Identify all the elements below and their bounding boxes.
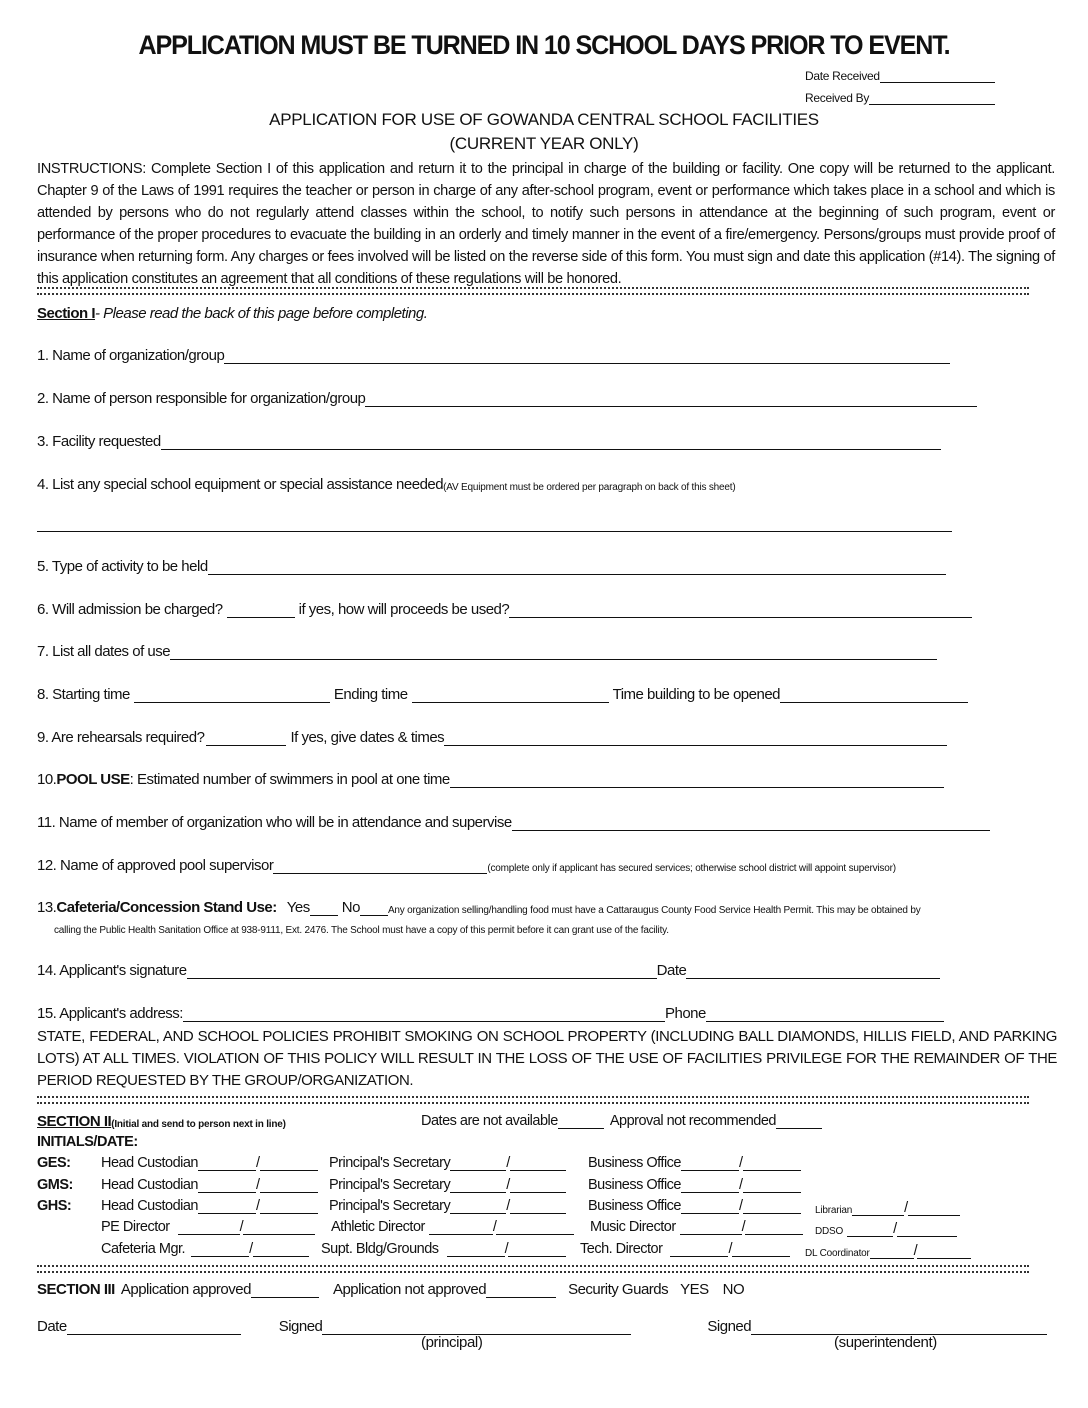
q8c-label: Time building to be opened [612, 686, 781, 703]
cafeteria-mgr-label: Cafeteria Mgr. [101, 1241, 186, 1257]
slash: / [904, 1200, 908, 1216]
gms-principals-secretary[interactable] [329, 1177, 566, 1193]
q1-row[interactable] [37, 347, 950, 364]
slash: / [893, 1221, 897, 1237]
ghs-librarian[interactable] [815, 1200, 960, 1216]
q12-row[interactable] [37, 857, 896, 874]
slash: / [728, 1241, 732, 1257]
page-title: APPLICATION MUST BE TURNED IN 10 SCHOOL DAYS PRIOR TO EVENT. [138, 30, 950, 60]
received-by-field[interactable] [805, 90, 995, 105]
ghs-head-custodian[interactable] [101, 1198, 318, 1214]
business-office-label: Business Office [588, 1198, 681, 1214]
section1-title: Section I [37, 305, 96, 322]
cafeteria-mgr-field[interactable] [101, 1241, 309, 1257]
q9b-label: If yes, give dates & times [290, 729, 445, 746]
divider [37, 1265, 1029, 1273]
q10-bold: POOL USE [56, 771, 130, 788]
business-office-label: Business Office [588, 1177, 681, 1193]
q2-row[interactable] [37, 390, 977, 407]
q13-bold: Cafeteria/Concession Stand Use: [56, 899, 277, 916]
slash: / [256, 1155, 260, 1171]
slash: / [738, 1177, 743, 1193]
slash: / [506, 1177, 510, 1193]
dates-not-available-field[interactable] [421, 1113, 822, 1129]
slash: / [256, 1177, 260, 1193]
slash: / [239, 1219, 244, 1235]
music-director-field[interactable] [590, 1219, 803, 1235]
slash: / [256, 1198, 260, 1214]
tech-director-label: Tech. Director [580, 1241, 663, 1257]
q5-row[interactable] [37, 558, 946, 575]
pe-director-field[interactable] [101, 1219, 315, 1235]
q14-label: 14. Applicant's signature [37, 962, 187, 979]
slash: / [492, 1219, 497, 1235]
dates-not-available-label: Dates are not available [421, 1113, 558, 1129]
business-office-label: Business Office [588, 1155, 681, 1171]
principals-secretary-label: Principal's Secretary [329, 1198, 451, 1214]
q14b-label: Date [656, 962, 687, 979]
ges-head-custodian[interactable] [101, 1155, 318, 1171]
q4-line[interactable] [37, 517, 952, 532]
q10-number: 10. [37, 771, 57, 788]
section3-row [37, 1281, 744, 1298]
ges-principals-secretary[interactable] [329, 1155, 566, 1171]
tech-director-field[interactable] [580, 1241, 790, 1257]
q10-label: : Estimated number of swimmers in pool at one time [129, 771, 450, 788]
q15-row[interactable] [37, 1005, 944, 1022]
q15-label: 15. Applicant's address: [37, 1005, 183, 1022]
not-approved-blank[interactable] [486, 1283, 556, 1298]
slash: / [506, 1198, 510, 1214]
not-recommended-label: Approval not recommended [609, 1113, 776, 1129]
q9-label: 9. Are rehearsals required? [37, 729, 205, 746]
section2-note: (Initial and send to person next in line) [111, 1119, 286, 1130]
q6-label: 6. Will admission be charged? [37, 601, 223, 618]
initials-heading: INITIALS/DATE: [37, 1134, 138, 1150]
gms-business-office[interactable] [588, 1177, 801, 1193]
divider [37, 287, 1029, 295]
q8b-label: Ending time [333, 686, 408, 703]
approved-label: Application approved [120, 1281, 251, 1298]
head-custodian-label: Head Custodian [101, 1177, 198, 1193]
slash: / [506, 1155, 510, 1171]
librarian-label: Librarian [815, 1205, 853, 1216]
q6b-label: if yes, how will proceeds be used? [298, 601, 510, 618]
slash: / [249, 1241, 253, 1257]
section1-heading [37, 305, 427, 322]
q11-label: 11. Name of member of organization who will be in attendance and supervise [37, 814, 512, 831]
instructions-text: INSTRUCTIONS: Complete Section I of this application and return it to the principal in charge of the building or facility. One copy will be returned to the applicant. Chapter 9 of the Laws of 1991 requires the teacher or person in charge of any after-school program, event or performance which takes place in a school and which is attended by persons who do not regularly attend classes within the school, to notify such persons in attendance at the beginning of such program, event or performance of the proper procedures to evacuate the building in an orderly and timely manner in the event of a fire/emergency. Persons/groups must provide proof of insurance when returning form. Any charges or fees involved will be listed on the reverse side of this form. You must sign and date this application (#14). The signing of this application constitutes an agreement that all conditions of these regulations will be honored. [37, 161, 1055, 287]
principal-caption: (principal) [421, 1334, 483, 1351]
section2-title: SECTION II [37, 1113, 112, 1130]
security-label: Security Guards [568, 1281, 669, 1298]
dl-coordinator-label: DL Coordinator [805, 1248, 870, 1259]
gms-head-custodian[interactable] [101, 1177, 318, 1193]
supt-bldg-label: Supt. Bldg/Grounds [321, 1241, 439, 1257]
slash: / [913, 1243, 918, 1259]
form-subtitle: (CURRENT YEAR ONLY) [449, 134, 639, 153]
date-received-label: Date Received [805, 69, 880, 83]
ghs-principals-secretary[interactable] [329, 1198, 566, 1214]
date-received-field[interactable] [805, 68, 995, 83]
divider [37, 1096, 1029, 1104]
q13-yes-label: Yes [286, 899, 310, 916]
received-by-label: Received By [805, 91, 870, 105]
head-custodian-label: Head Custodian [101, 1198, 198, 1214]
q15b-label: Phone [664, 1005, 706, 1022]
form-title: APPLICATION FOR USE OF GOWANDA CENTRAL SCHOOL FACILITIES [269, 110, 819, 129]
supt-bldg-field[interactable] [321, 1241, 566, 1257]
security-yes[interactable]: YES [680, 1281, 709, 1298]
principals-secretary-label: Principal's Secretary [329, 1177, 451, 1193]
slash: / [504, 1241, 509, 1257]
q3-label: 3. Facility requested [37, 433, 161, 450]
q13-row[interactable] [37, 899, 921, 916]
q4-row [37, 476, 735, 493]
ghs-business-office[interactable] [588, 1198, 801, 1214]
q10-row[interactable] [37, 771, 944, 788]
smoking-policy: STATE, FEDERAL, AND SCHOOL POLICIES PROHIBIT SMOKING ON SCHOOL PROPERTY (INCLUDING BALL DIAMONDS, HILLIS FIELD, AND PARKING LOTS) AT ALL TIMES. VIOLATION OF THIS POLICY WILL RESULT IN THE LOSS OF THE USE OF FACILITIES PRIVILEGE FOR THE REMAINDER OF THE PERIOD REQUESTED BY THE GROUP/ORGANIZATION. [37, 1028, 1057, 1089]
final-signature-row[interactable] [37, 1318, 1047, 1335]
section3-title: SECTION III [37, 1281, 115, 1298]
athletic-director-label: Athletic Director [331, 1219, 425, 1235]
approved-blank[interactable] [251, 1283, 319, 1298]
signed-principal-label: Signed [278, 1318, 323, 1335]
slash: / [738, 1198, 743, 1214]
date-label: Date [37, 1318, 67, 1335]
q12-label: 12. Name of approved pool supervisor [37, 857, 274, 874]
music-director-label: Music Director [590, 1219, 676, 1235]
q7-label: 7. List all dates of use [37, 643, 171, 660]
q11-row[interactable] [37, 814, 990, 831]
q6-row[interactable] [37, 601, 972, 618]
q4-note: (AV Equipment must be ordered per paragraph on back of this sheet) [443, 482, 736, 493]
security-no[interactable]: NO [722, 1281, 745, 1298]
q2-label: 2. Name of person responsible for organization/group [37, 390, 366, 407]
q5-label: 5. Type of activity to be held [37, 558, 208, 575]
head-custodian-label: Head Custodian [101, 1155, 198, 1171]
ghs-label: GHS: [37, 1198, 72, 1214]
not-approved-label: Application not approved [332, 1281, 487, 1298]
principals-secretary-label: Principal's Secretary [329, 1155, 451, 1171]
q9-row[interactable] [37, 729, 947, 746]
q13-no-label: No [341, 899, 360, 916]
superintendent-caption: (superintendent) [834, 1334, 937, 1351]
signed-superintendent-label: Signed [707, 1318, 752, 1335]
athletic-director-field[interactable] [331, 1219, 574, 1235]
pe-director-label: PE Director [101, 1219, 170, 1235]
slash: / [738, 1155, 743, 1171]
q14-row[interactable] [37, 962, 940, 979]
section1-note: - Please read the back of this page before completing. [95, 305, 428, 322]
q8-label: 8. Starting time [37, 686, 130, 703]
ges-label: GES: [37, 1155, 71, 1171]
q7-row[interactable] [37, 643, 937, 660]
q13-note-2: calling the Public Health Sanitation Office at 938-9111, Ext. 2476. The School must have a copy of this permit before it can grant use of the facility. [54, 925, 669, 936]
q3-row[interactable] [37, 433, 941, 450]
slash: / [741, 1219, 746, 1235]
ges-business-office[interactable] [588, 1155, 801, 1171]
q1-label: 1. Name of organization/group [37, 347, 225, 364]
q13-number: 13. [37, 899, 57, 916]
section2-heading [37, 1113, 286, 1130]
gms-label: GMS: [37, 1177, 73, 1193]
dl-coordinator-field[interactable] [805, 1243, 971, 1259]
q8-row[interactable] [37, 686, 968, 703]
ddso-label: DDSO [815, 1226, 844, 1237]
q4-label: 4. List any special school equipment or special assistance needed [37, 476, 444, 493]
q12-note: (complete only if applicant has secured services; otherwise school district will appoint supervisor) [487, 863, 896, 874]
ddso-field[interactable] [815, 1221, 957, 1237]
q13-note: Any organization selling/handling food must have a Cattaraugus County Food Service Health Permit. This may be obtained by [387, 905, 921, 916]
